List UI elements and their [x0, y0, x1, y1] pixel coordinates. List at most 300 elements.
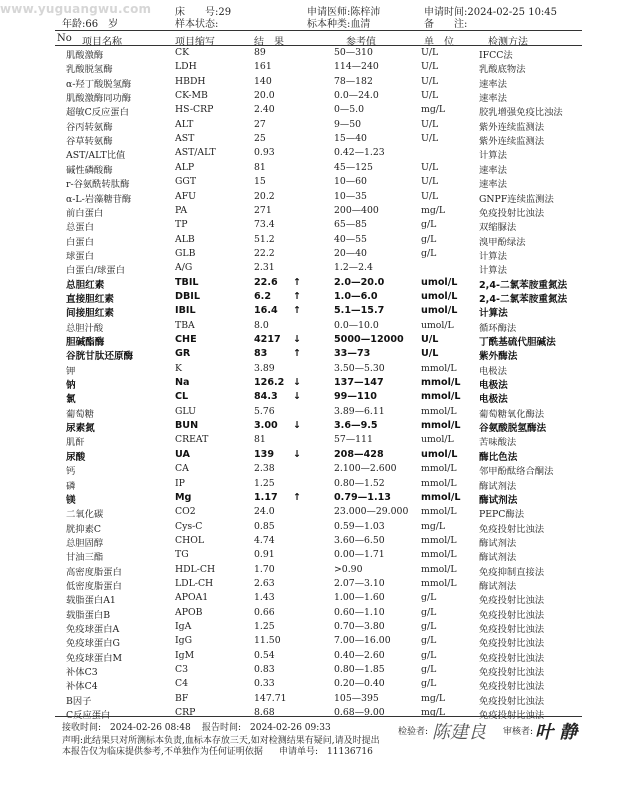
cell-abbr: BF — [175, 692, 189, 704]
col-header-no: No — [57, 33, 72, 44]
cell-abbr: CHOL — [175, 534, 205, 546]
cell-abbr: CREAT — [175, 434, 209, 446]
examiner-signature: 陈建良 — [432, 722, 486, 743]
table-row — [0, 75, 617, 89]
cell-name: 总胆固醇 — [66, 537, 104, 549]
cell-ref: 105—395 — [334, 692, 379, 704]
cell-method: 速率法 — [479, 93, 507, 105]
cell-unit: mg/L — [421, 692, 446, 704]
cell-abbr: ALT — [175, 118, 194, 130]
cell-ref: 3.6—9.5 — [334, 420, 378, 432]
cell-flag: ↑ — [293, 348, 302, 360]
cell-name: B因子 — [66, 695, 92, 707]
cell-unit: mmol/L — [421, 362, 457, 374]
cell-ref: 0.59—1.03 — [334, 520, 385, 532]
table-row — [0, 161, 617, 175]
cell-result: 126.2 — [254, 377, 285, 389]
bed-number: 床 号:29 — [175, 7, 232, 18]
cell-result: 24.0 — [254, 506, 275, 518]
patient-age: 年龄:66 岁 — [62, 19, 119, 30]
table-row — [0, 620, 617, 634]
cell-ref: 5.1—15.7 — [334, 305, 385, 317]
cell-flag: ↓ — [293, 391, 302, 403]
cell-abbr: TP — [175, 219, 188, 231]
cell-result: 16.4 — [254, 305, 278, 317]
cell-abbr: CA — [175, 463, 189, 475]
cell-method: 酶比色法 — [479, 451, 518, 463]
cell-name: 谷胱甘肽还原酶 — [66, 351, 134, 363]
cell-unit: umol/L — [421, 276, 458, 288]
cell-result: 0.91 — [254, 549, 275, 561]
cell-abbr: IBIL — [175, 305, 196, 317]
cell-name: 钾 — [66, 365, 76, 377]
table-row — [0, 534, 617, 548]
requesting-doctor: 申请医师:陈梓沛 — [307, 7, 381, 18]
cell-method: 邻甲酚酞络合酮法 — [479, 466, 554, 478]
table-row — [0, 347, 617, 361]
cell-abbr: LDL-CH — [175, 577, 214, 589]
cell-name: r-谷氨酰转肽酶 — [66, 179, 130, 191]
cell-abbr: Cys-C — [175, 520, 203, 532]
cell-unit: U/L — [421, 61, 439, 73]
cell-unit: mmol/L — [421, 377, 461, 389]
cell-abbr: HDL-CH — [175, 563, 216, 575]
cell-abbr: AFU — [175, 190, 196, 202]
cell-result: 15 — [254, 176, 266, 188]
cell-unit: g/L — [421, 649, 437, 661]
cell-method: 免疫投射比浊法 — [479, 638, 545, 650]
cell-abbr: C4 — [175, 678, 189, 690]
cell-ref: 3.60—6.50 — [334, 534, 385, 546]
cell-ref: 20—40 — [334, 247, 367, 259]
cell-abbr: CK-MB — [175, 90, 208, 102]
cell-method: 免疫投射比浊法 — [479, 667, 545, 679]
cell-abbr: UA — [175, 448, 190, 460]
table-row — [0, 261, 617, 275]
cell-unit: U/L — [421, 190, 439, 202]
cell-name: 磷 — [66, 480, 76, 492]
cell-abbr: AST/ALT — [175, 147, 216, 159]
cell-ref: 200—400 — [334, 204, 379, 216]
table-row — [0, 103, 617, 117]
cell-unit: mmol/L — [421, 463, 457, 475]
table-row — [0, 276, 617, 290]
cell-result: 25 — [254, 133, 266, 145]
cell-abbr: APOA1 — [175, 592, 209, 604]
col-header-name: 项目名称 — [82, 37, 122, 48]
cell-method: 电极法 — [479, 380, 508, 392]
cell-ref: 2.0—20.0 — [334, 276, 385, 288]
table-row — [0, 233, 617, 247]
cell-abbr: C3 — [175, 664, 189, 676]
table-row — [0, 204, 617, 218]
cell-name: α-羟丁酸脱氢酶 — [66, 78, 132, 90]
cell-method: 免疫投射比浊法 — [479, 624, 545, 635]
cell-unit: umol/L — [421, 434, 454, 446]
cell-name: 总胆汁酸 — [66, 322, 104, 334]
cell-name: 碱性磷酸酶 — [66, 164, 113, 176]
table-row — [0, 218, 617, 232]
cell-unit: U/L — [421, 118, 439, 130]
cell-ref: 0.68—9.00 — [334, 707, 385, 719]
cell-unit: g/L — [421, 635, 437, 647]
disclaimer-line-2: 本报告仅为临床提供参考,不单独作为任何证明依据 — [62, 747, 263, 757]
cell-method: 免疫投射比浊法 — [479, 652, 545, 664]
reviewer-label: 审核者: — [503, 727, 534, 737]
cell-result: 81 — [254, 434, 266, 446]
cell-abbr: HS-CRP — [175, 104, 214, 116]
cell-name: 尿素氮 — [66, 423, 95, 435]
cell-method: PEPC酶法 — [479, 509, 525, 521]
cell-unit: U/L — [421, 47, 439, 58]
cell-flag: ↓ — [293, 377, 302, 389]
table-row — [0, 319, 617, 333]
table-row — [0, 448, 617, 462]
table-row — [0, 634, 617, 648]
cell-method: 计算法 — [479, 308, 508, 320]
col-header-method: 检测方法 — [488, 37, 528, 48]
cell-method: 酶试剂法 — [479, 537, 517, 549]
cell-result: 140 — [254, 75, 272, 87]
request-time: 申请时间:2024-02-25 10:45 — [424, 7, 558, 18]
cell-result: 89 — [254, 47, 266, 58]
cell-name: 球蛋白 — [66, 250, 94, 262]
cell-result: 84.3 — [254, 391, 278, 403]
cell-ref: 0.0—24.0 — [334, 90, 379, 102]
cell-unit: U/L — [421, 133, 439, 145]
cell-abbr: ALB — [175, 233, 195, 245]
cell-abbr: Mg — [175, 491, 192, 503]
cell-abbr: TBIL — [175, 276, 199, 288]
cell-abbr: CO2 — [175, 506, 196, 518]
cell-result: 81 — [254, 161, 266, 173]
cell-name: 补体C4 — [66, 681, 98, 693]
cell-method: 谷氨酸脱氢酶法 — [479, 423, 547, 435]
cell-method: 酶试剂法 — [479, 552, 517, 564]
receive-time: 接收时间: 2024-02-26 08:48 — [62, 723, 191, 733]
cell-method: 酶试剂法 — [479, 494, 518, 506]
cell-abbr: LDH — [175, 61, 197, 73]
cell-ref: 2.07—3.10 — [334, 577, 385, 589]
cell-flag: ↓ — [293, 420, 302, 432]
cell-unit: U/L — [421, 176, 439, 188]
cell-method: 紫外酶法 — [479, 351, 518, 363]
cell-ref: 1.2—2.4 — [334, 262, 373, 274]
cell-name: 钙 — [66, 466, 76, 478]
table-row — [0, 606, 617, 620]
cell-name: 胆碱酯酶 — [66, 337, 105, 348]
table-row — [0, 577, 617, 591]
cell-ref: 3.50—5.30 — [334, 362, 385, 374]
cell-abbr: IgG — [175, 635, 193, 647]
cell-result: 1.43 — [254, 592, 275, 604]
table-row — [0, 692, 617, 706]
cell-method: GNPF连续监测法 — [479, 193, 554, 205]
cell-method: 免疫投射比浊法 — [479, 207, 545, 219]
cell-result: 73.4 — [254, 219, 275, 231]
table-row — [0, 491, 617, 505]
cell-ref: 137—147 — [334, 377, 384, 389]
cell-ref: 50—310 — [334, 47, 373, 58]
cell-abbr: GGT — [175, 176, 197, 188]
cell-name: 总蛋白 — [66, 222, 94, 234]
cell-method: 丁酰基硫代胆碱法 — [479, 337, 556, 348]
table-row — [0, 477, 617, 491]
cell-name: 补体C3 — [66, 667, 98, 679]
sample-status: 样本状态: — [175, 19, 219, 30]
cell-ref: 208—428 — [334, 448, 384, 460]
table-row — [0, 462, 617, 476]
cell-name: α-L-岩藻糖苷酶 — [66, 193, 132, 205]
cell-method: 计算法 — [479, 250, 507, 262]
cell-method: 电极法 — [479, 394, 508, 406]
cell-method: 速率法 — [479, 164, 507, 176]
cell-result: 3.00 — [254, 420, 278, 432]
cell-method: 速率法 — [479, 78, 507, 90]
cell-unit: umol/L — [421, 448, 458, 460]
cell-method: 免疫投射比浊法 — [479, 609, 545, 621]
table-row — [0, 548, 617, 562]
cell-name: 高密度脂蛋白 — [66, 566, 122, 578]
cell-abbr: CL — [175, 391, 189, 403]
cell-name: 载脂蛋白A1 — [66, 595, 116, 607]
cell-unit: mmol/L — [421, 534, 457, 546]
cell-result: 3.89 — [254, 362, 275, 374]
cell-ref: 0.80—1.85 — [334, 664, 385, 676]
cell-unit: g/L — [421, 592, 437, 604]
cell-result: 0.83 — [254, 664, 275, 676]
cell-ref: 0.80—1.52 — [334, 477, 385, 489]
cell-result: 0.33 — [254, 678, 275, 690]
cell-name: 尿酸 — [66, 451, 86, 463]
cell-method: 酶试剂法 — [479, 580, 517, 592]
cell-flag: ↑ — [293, 491, 302, 503]
cell-unit: U/L — [421, 90, 439, 102]
cell-result: 20.0 — [254, 90, 275, 102]
cell-unit: mmol/L — [421, 391, 461, 403]
cell-method: 葡萄糖氧化酶法 — [479, 408, 545, 420]
cell-method: 免疫投射比浊法 — [479, 695, 545, 707]
cell-method: 2,4-二氯苯胺重氮法 — [479, 293, 568, 305]
table-row — [0, 563, 617, 577]
cell-ref: 9—50 — [334, 118, 362, 130]
cell-ref: >0.90 — [334, 563, 363, 575]
cell-abbr: IgM — [175, 649, 195, 661]
cell-result: 0.85 — [254, 520, 275, 532]
cell-name: 氯 — [66, 394, 76, 406]
cell-method: 免疫投射比浊法 — [479, 710, 545, 722]
table-row — [0, 591, 617, 605]
cell-abbr: GLU — [175, 405, 196, 417]
cell-name: 免疫球蛋白G — [66, 638, 120, 650]
cell-ref: 114—240 — [334, 61, 379, 73]
cell-name: 直接胆红素 — [66, 293, 114, 305]
report-time: 报告时间: 2024-02-26 09:33 — [202, 723, 331, 733]
table-row — [0, 677, 617, 691]
cell-method: 循环酶法 — [479, 322, 517, 334]
cell-name: 总胆红素 — [66, 279, 105, 291]
cell-name: 肌酐 — [66, 437, 85, 449]
cell-ref: 0.40—2.60 — [334, 649, 385, 661]
disclaimer-line-1: 声明:此结果只对所测标本负责,血标本存放三天,如对检测结果有疑问,请及时提出 — [62, 736, 380, 746]
cell-abbr: A/G — [175, 262, 193, 274]
cell-unit: g/L — [421, 606, 437, 618]
cell-result: 161 — [254, 61, 272, 73]
cell-abbr: APOB — [175, 606, 203, 618]
cell-method: 电极法 — [479, 365, 507, 377]
cell-ref: 0.79—1.13 — [334, 491, 391, 503]
cell-ref: 1.0—6.0 — [334, 290, 378, 302]
cell-result: 5.76 — [254, 405, 275, 417]
cell-name: 胱抑素C — [66, 523, 102, 535]
cell-unit: U/L — [421, 334, 439, 345]
header-rule-top — [55, 30, 582, 31]
cell-name: 肌酸激酶同功酶 — [66, 93, 132, 105]
cell-ref: 0.0—10.0 — [334, 319, 379, 331]
cell-unit: g/L — [421, 621, 437, 632]
cell-abbr: Na — [175, 377, 190, 389]
cell-unit: umol/L — [421, 290, 458, 302]
cell-unit: mmol/L — [421, 477, 457, 489]
cell-ref: 7.00—16.00 — [334, 635, 391, 647]
cell-result: 271 — [254, 204, 272, 216]
table-row — [0, 663, 617, 677]
cell-unit: g/L — [421, 233, 437, 245]
cell-flag: ↑ — [293, 290, 302, 302]
cell-name: 谷丙转氨酶 — [66, 121, 113, 133]
cell-ref: 1.00—1.60 — [334, 592, 385, 604]
table-row — [0, 333, 617, 347]
cell-unit: umol/L — [421, 305, 458, 317]
cell-result: 0.54 — [254, 649, 275, 661]
table-row — [0, 520, 617, 534]
cell-unit: mg/L — [421, 104, 446, 116]
cell-method: 酶试剂法 — [479, 480, 517, 492]
cell-name: 乳酸脱氢酶 — [66, 64, 113, 76]
cell-result: 147.71 — [254, 692, 287, 704]
table-row — [0, 118, 617, 132]
cell-abbr: GLB — [175, 247, 196, 259]
cell-ref: 45—125 — [334, 161, 373, 173]
cell-unit: U/L — [421, 348, 439, 360]
cell-unit: mg/L — [421, 204, 446, 216]
cell-method: 双缩脲法 — [479, 222, 517, 234]
table-row — [0, 175, 617, 189]
cell-result: 2.63 — [254, 577, 275, 589]
col-header-unit: 单 位 — [424, 37, 454, 48]
cell-result: 11.50 — [254, 635, 281, 647]
cell-result: 1.25 — [254, 621, 275, 632]
table-row — [0, 362, 617, 376]
table-row — [0, 46, 617, 60]
cell-flag: ↓ — [293, 334, 302, 345]
cell-method: 紫外连续监测法 — [479, 121, 545, 133]
table-row — [0, 433, 617, 447]
cell-result: 22.6 — [254, 276, 278, 288]
cell-method: 苦味酸法 — [479, 437, 517, 449]
cell-abbr: TBA — [175, 319, 195, 331]
cell-unit: g/L — [421, 678, 437, 690]
table-row — [0, 649, 617, 663]
cell-method: 免疫抑制直接法 — [479, 566, 545, 578]
cell-abbr: ALP — [175, 161, 195, 173]
cell-name: 前白蛋白 — [66, 207, 104, 219]
cell-name: 葡萄糖 — [66, 408, 94, 420]
cell-name: C反应蛋白 — [66, 710, 111, 722]
cell-method: 计算法 — [479, 150, 507, 162]
cell-result: 27 — [254, 118, 266, 130]
cell-unit: U/L — [421, 75, 439, 87]
table-row — [0, 247, 617, 261]
table-row — [0, 419, 617, 433]
cell-result: 0.93 — [254, 147, 275, 159]
cell-name: 免疫球蛋白A — [66, 624, 120, 635]
cell-ref: 3.89—6.11 — [334, 405, 385, 417]
cell-ref: 5000—12000 — [334, 334, 404, 345]
cell-result: 2.40 — [254, 104, 275, 116]
cell-ref: 40—55 — [334, 233, 367, 245]
cell-flag: ↑ — [293, 305, 302, 317]
table-row — [0, 706, 617, 720]
cell-unit: g/L — [421, 247, 437, 259]
cell-result: 1.70 — [254, 563, 275, 575]
request-number: 申请单号: 11136716 — [279, 747, 373, 757]
cell-unit: mmol/L — [421, 405, 457, 417]
cell-method: 胶乳增强免疫比浊法 — [479, 107, 563, 119]
cell-abbr: BUN — [175, 420, 199, 432]
cell-result: 4217 — [254, 334, 281, 345]
cell-unit: mmol/L — [421, 420, 461, 432]
cell-result: 1.17 — [254, 491, 278, 503]
cell-result: 8.0 — [254, 319, 269, 331]
cell-ref: 0.00—1.71 — [334, 549, 385, 561]
cell-flag: ↓ — [293, 448, 302, 460]
cell-result: 8.68 — [254, 707, 275, 719]
cell-method: 计算法 — [479, 265, 507, 277]
cell-method: IFCC法 — [479, 50, 513, 61]
cell-abbr: CK — [175, 47, 190, 58]
cell-ref: 15—40 — [334, 133, 367, 145]
cell-result: 6.2 — [254, 290, 271, 302]
cell-unit: g/L — [421, 219, 437, 231]
cell-unit: umol/L — [421, 319, 454, 331]
cell-ref: 10—35 — [334, 190, 367, 202]
cell-abbr: CHE — [175, 334, 197, 345]
cell-abbr: PA — [175, 204, 188, 216]
cell-ref: 0—5.0 — [334, 104, 364, 116]
cell-name: 白蛋白/球蛋白 — [66, 265, 125, 277]
table-row — [0, 376, 617, 390]
cell-name: AST/ALT比值 — [66, 150, 126, 162]
cell-unit: mmol/L — [421, 549, 457, 561]
cell-abbr: AST — [175, 133, 195, 145]
cell-name: 白蛋白 — [66, 236, 94, 248]
cell-method: 乳酸底物法 — [479, 64, 526, 76]
cell-flag: ↑ — [293, 276, 302, 288]
cell-name: 镁 — [66, 494, 76, 506]
cell-name: 超敏C反应蛋白 — [66, 107, 129, 119]
cell-abbr: HBDH — [175, 75, 206, 87]
cell-unit: mmol/L — [421, 577, 457, 589]
cell-unit: mmol/L — [421, 506, 457, 518]
cell-method: 溴甲酚绿法 — [479, 236, 526, 248]
watermark: www.yuguangwu.com — [0, 2, 152, 16]
cell-method: 免疫投射比浊法 — [479, 523, 545, 535]
table-row — [0, 89, 617, 103]
cell-result: 4.74 — [254, 534, 275, 546]
cell-ref: 0.60—1.10 — [334, 606, 385, 618]
cell-name: 二氧化碳 — [66, 509, 104, 521]
